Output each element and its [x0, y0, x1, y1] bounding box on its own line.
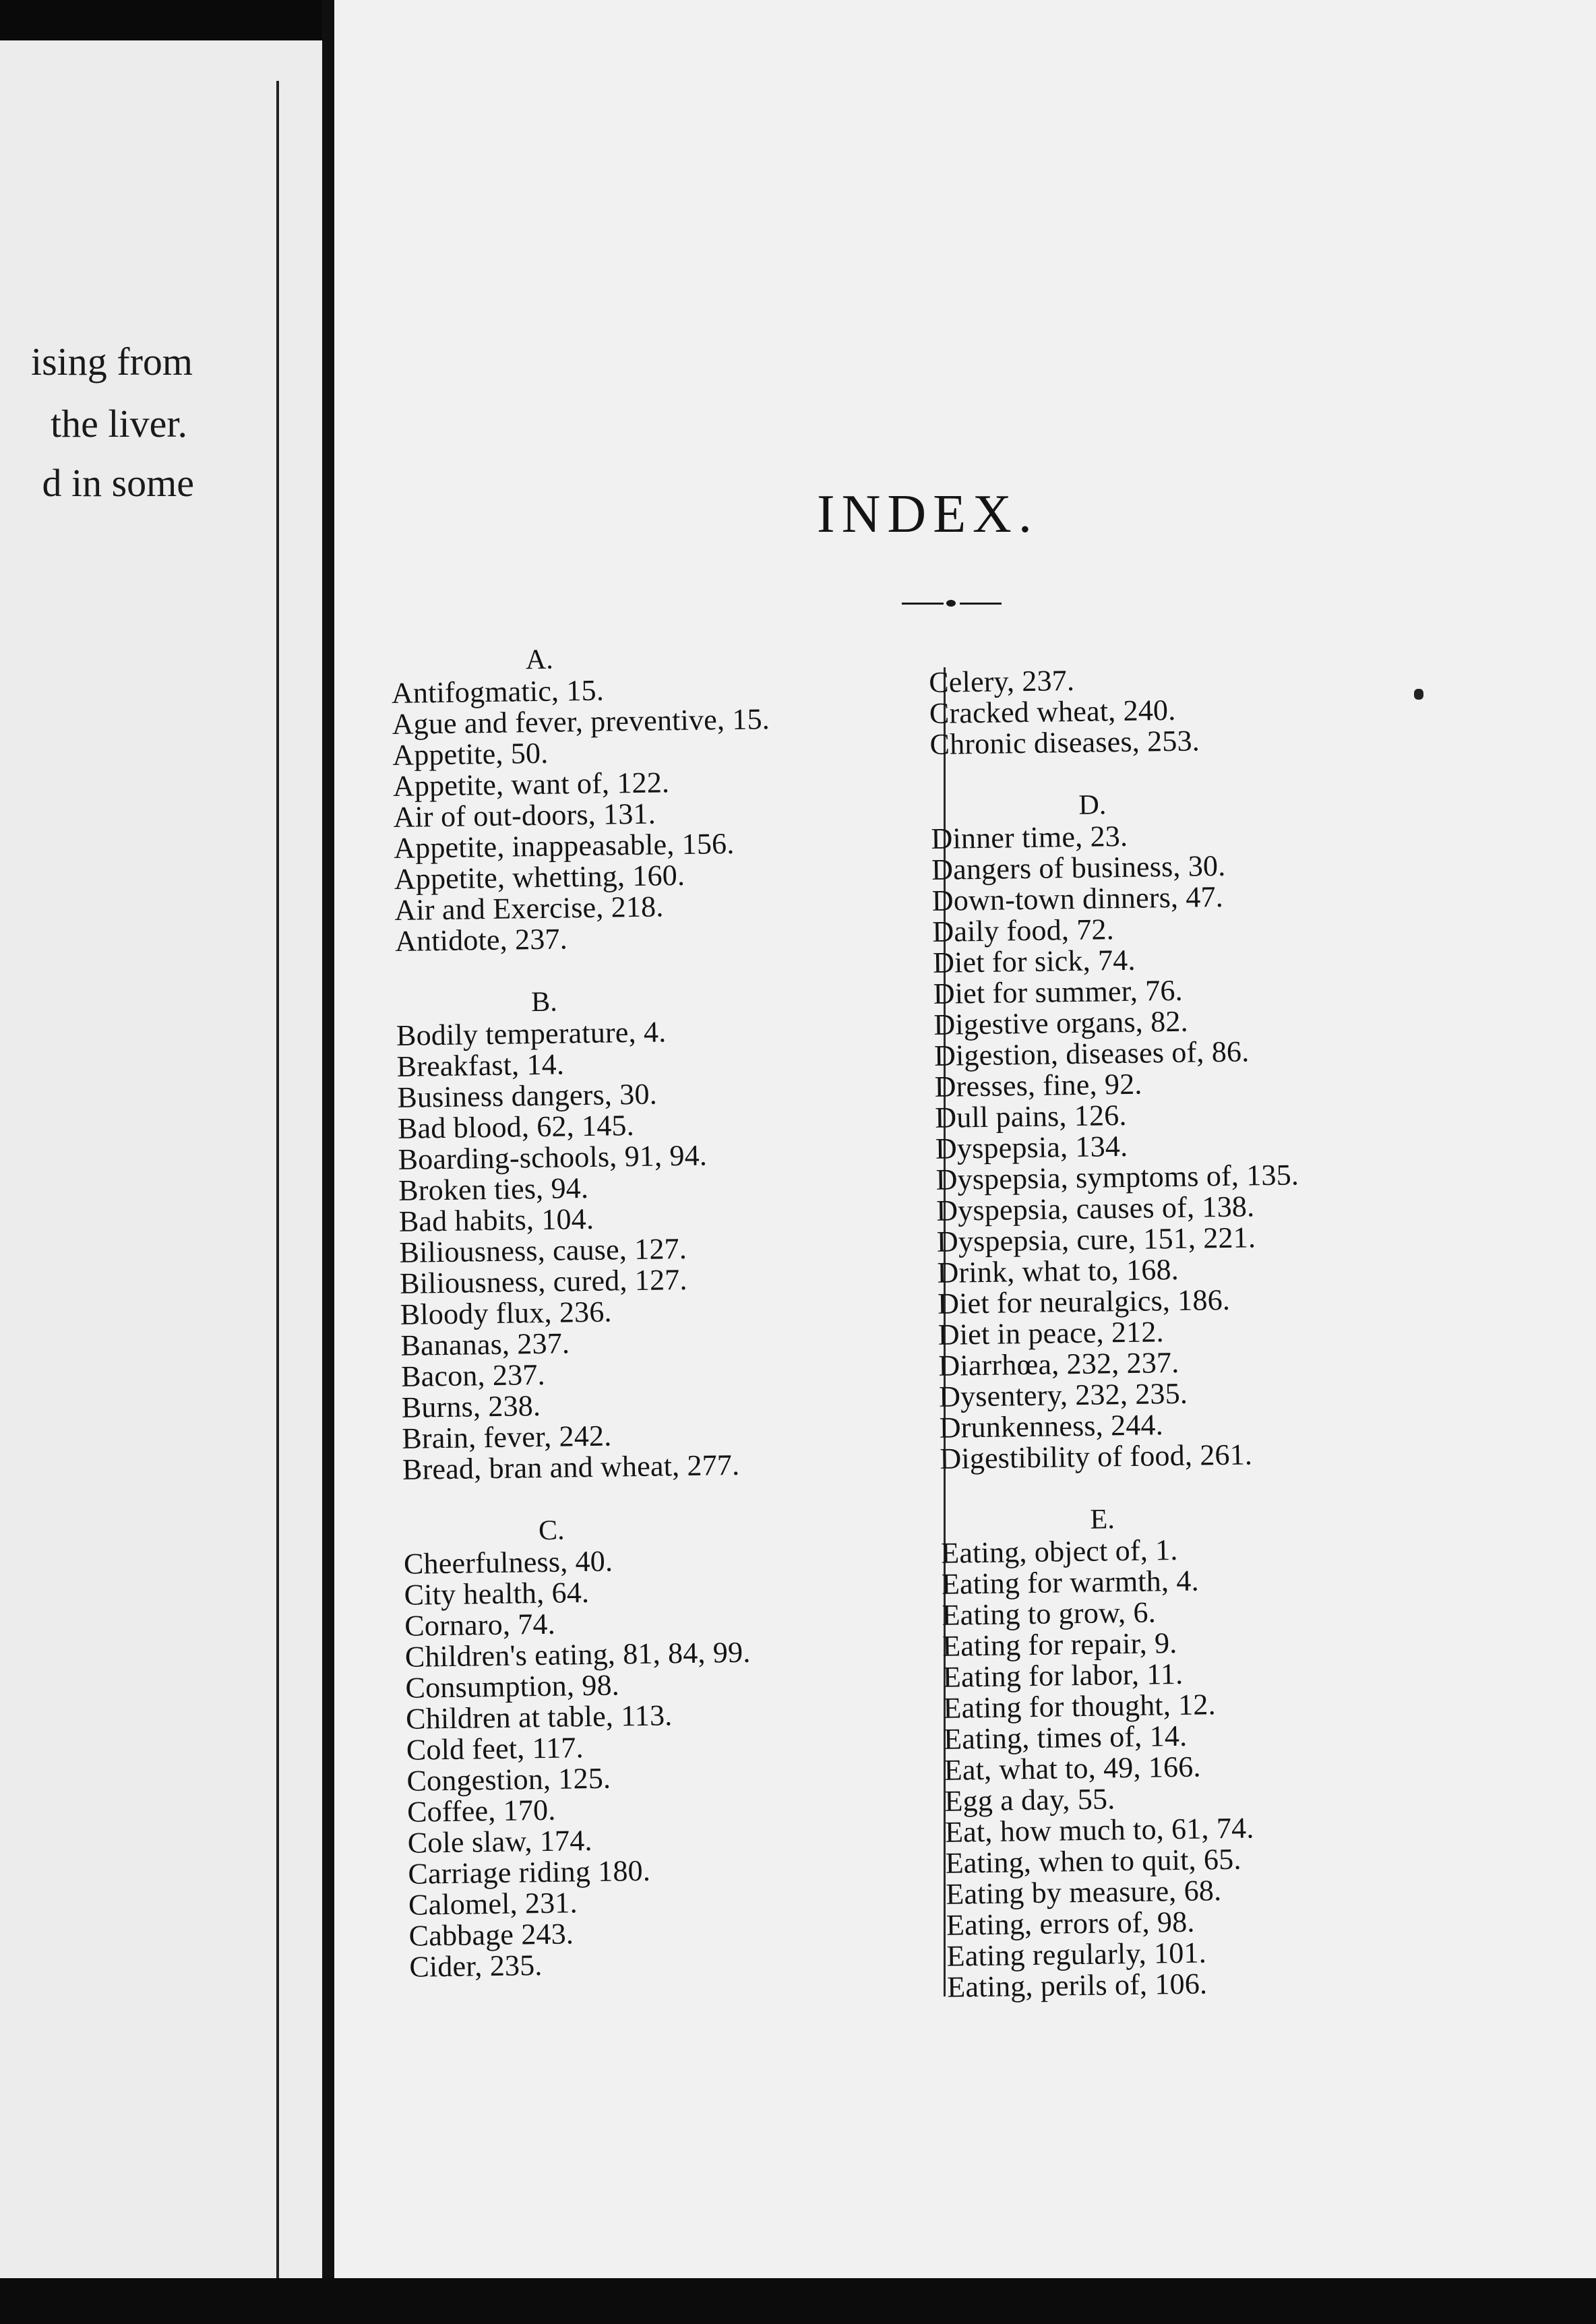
- index-entry: Cheerfulness, 40.: [403, 1544, 613, 1581]
- index-entry: Bad habits, 104.: [398, 1202, 594, 1238]
- index-entry: Diet in peace, 212.: [938, 1315, 1165, 1351]
- index-entry: Drink, what to, 168.: [937, 1252, 1179, 1289]
- index-entry: Eating, object of, 1.: [941, 1533, 1178, 1570]
- ink-blot: [1414, 689, 1423, 700]
- index-entry: Dyspepsia, symptoms of, 135.: [935, 1158, 1299, 1196]
- index-entry: Eating to grow, 6.: [942, 1595, 1157, 1632]
- ornament-rule: [960, 603, 1002, 605]
- ornament-diamond: [946, 600, 956, 607]
- index-entry: Eating, errors of, 98.: [946, 1905, 1195, 1942]
- index-entry: Dangers of business, 30.: [931, 849, 1226, 886]
- page-title: INDEX.: [817, 485, 1039, 544]
- facing-page: [0, 40, 322, 2278]
- facing-page-text-line: ising from: [30, 340, 193, 384]
- index-entry: Down-town dinners, 47.: [931, 880, 1224, 917]
- index-section: [929, 662, 1293, 760]
- index-entry: Biliousness, cause, 127.: [399, 1231, 687, 1269]
- index-entry: Appetite, whetting, 160.: [394, 858, 685, 896]
- facing-page-text-line: the liver.: [51, 402, 187, 446]
- index-entry: Ague and fever, preventive, 15.: [392, 702, 770, 741]
- section-gap: [940, 1469, 1303, 1506]
- section-letter: E.: [1090, 1504, 1115, 1535]
- index-entry: Eating, perils of, 106.: [947, 1967, 1208, 2004]
- section-letter: B.: [530, 986, 557, 1018]
- index-entry: Children at table, 113.: [405, 1699, 673, 1736]
- index-entry: Digestion, diseases of, 86.: [933, 1035, 1250, 1072]
- index-entry: Breakfast, 14.: [396, 1047, 565, 1083]
- index-entry: Business dangers, 30.: [397, 1077, 658, 1114]
- index-entry: Bloody flux, 236.: [400, 1295, 613, 1331]
- index-entry: Biliousness, cured, 127.: [399, 1262, 687, 1300]
- index-entry: Eating regularly, 101.: [946, 1936, 1207, 1973]
- index-entry: Congestion, 125.: [406, 1761, 611, 1798]
- index-entry: Eating, times of, 14.: [943, 1719, 1188, 1756]
- index-entry: Eating by measure, 68.: [946, 1874, 1222, 1911]
- section-gap: [402, 1480, 780, 1517]
- index-entry: Boarding-schools, 91, 94.: [398, 1138, 708, 1176]
- index-entry: Consumption, 98.: [405, 1668, 620, 1705]
- section-letter: C.: [538, 1515, 565, 1547]
- section-gap: [930, 755, 1293, 791]
- index-entry: Diarrhœa, 232, 237.: [938, 1345, 1179, 1382]
- index-entry: Dyspepsia, causes of, 138.: [935, 1190, 1255, 1227]
- index-entry: Bananas, 237.: [400, 1326, 570, 1362]
- index-section: [396, 983, 780, 1486]
- index-entry: Dinner time, 23.: [931, 819, 1128, 855]
- index-entry: Bad blood, 62, 145.: [397, 1109, 635, 1145]
- index-entry: Cornaro, 74.: [404, 1607, 556, 1643]
- index-entry: Drunkenness, 244.: [939, 1408, 1164, 1444]
- section-letter: D.: [1078, 789, 1107, 821]
- index-entry: Chronic diseases, 253.: [929, 724, 1200, 761]
- index-entry: Appetite, want of, 122.: [392, 766, 670, 803]
- index-entry: Celery, 237.: [928, 663, 1075, 699]
- index-section: [403, 1511, 787, 1983]
- index-entry: Dysentery, 232, 235.: [938, 1376, 1188, 1413]
- page-edge-line: [276, 81, 279, 2278]
- index-entry: Children's eating, 81, 84, 99.: [404, 1635, 751, 1674]
- index-section: [931, 786, 1303, 1474]
- index-entry: Eat, what to, 49, 166.: [944, 1750, 1201, 1787]
- scan-border: [0, 2278, 1596, 2324]
- title-ornament: [902, 600, 1002, 607]
- index-entry: Eating for repair, 9.: [942, 1626, 1177, 1663]
- index-column-left: [391, 640, 787, 1983]
- index-entry: Dyspepsia, 134.: [935, 1129, 1128, 1165]
- index-column-right: [929, 662, 1310, 2002]
- index-entry: Cracked wheat, 240.: [929, 693, 1176, 730]
- index-entry: Diet for neuralgics, 186.: [937, 1283, 1231, 1320]
- index-entry: Carriage riding 180.: [408, 1854, 651, 1891]
- section-gap: [395, 952, 773, 988]
- index-section: [391, 640, 773, 957]
- index-entry: City health, 64.: [404, 1576, 590, 1612]
- index-entry: Bodily temperature, 4.: [396, 1015, 667, 1052]
- facing-page-text-line: d in some: [42, 461, 194, 505]
- index-entry: Digestibility of food, 261.: [940, 1438, 1253, 1475]
- index-entry: Dyspepsia, cure, 151, 221.: [936, 1221, 1256, 1258]
- index-entry: Air of out-doors, 131.: [393, 797, 656, 834]
- index-entry: Bacon, 237.: [400, 1357, 546, 1393]
- ornament-rule: [902, 603, 944, 605]
- index-entry: Eating for labor, 11.: [942, 1657, 1184, 1694]
- index-entry: Antifogmatic, 15.: [391, 673, 605, 710]
- index-entry: Calomel, 231.: [408, 1886, 578, 1922]
- index-entry: Diet for summer, 76.: [933, 973, 1184, 1010]
- book-gutter: [322, 0, 334, 2324]
- index-entry: Cold feet, 117.: [406, 1731, 584, 1767]
- index-entry: Eating for thought, 12.: [943, 1688, 1217, 1725]
- index-entry: Appetite, inappeasable, 156.: [393, 826, 735, 865]
- index-entry: Burns, 238.: [401, 1389, 541, 1424]
- index-entry: Cabbage 243.: [408, 1917, 574, 1953]
- index-entry: Antidote, 237.: [394, 922, 568, 958]
- index-entry: Bread, bran and wheat, 277.: [402, 1448, 740, 1486]
- index-entry: Coffee, 170.: [406, 1793, 556, 1829]
- index-entry: Cole slaw, 174.: [407, 1824, 593, 1860]
- index-entry: Egg a day, 55.: [944, 1782, 1115, 1818]
- index-entry: Appetite, 50.: [392, 736, 549, 772]
- index-entry: Cider, 235.: [409, 1949, 543, 1984]
- index-entry: Dull pains, 126.: [934, 1098, 1127, 1134]
- index-entry: Digestive organs, 82.: [933, 1004, 1189, 1041]
- index-entry: Air and Exercise, 218.: [394, 890, 664, 927]
- index-entry: Daily food, 72.: [932, 913, 1115, 948]
- index-entry: Dresses, fine, 92.: [934, 1067, 1142, 1103]
- index-entry: Eating, when to quit, 65.: [945, 1842, 1241, 1880]
- index-entry: Diet for sick, 74.: [932, 943, 1136, 979]
- index-entry: Eat, how much to, 61, 74.: [944, 1811, 1254, 1849]
- index-section: [940, 1500, 1310, 2002]
- index-entry: Eating for warmth, 4.: [941, 1564, 1200, 1601]
- section-letter: A.: [525, 644, 554, 676]
- index-entry: Broken ties, 94.: [398, 1171, 589, 1207]
- index-entry: Brain, fever, 242.: [402, 1419, 612, 1455]
